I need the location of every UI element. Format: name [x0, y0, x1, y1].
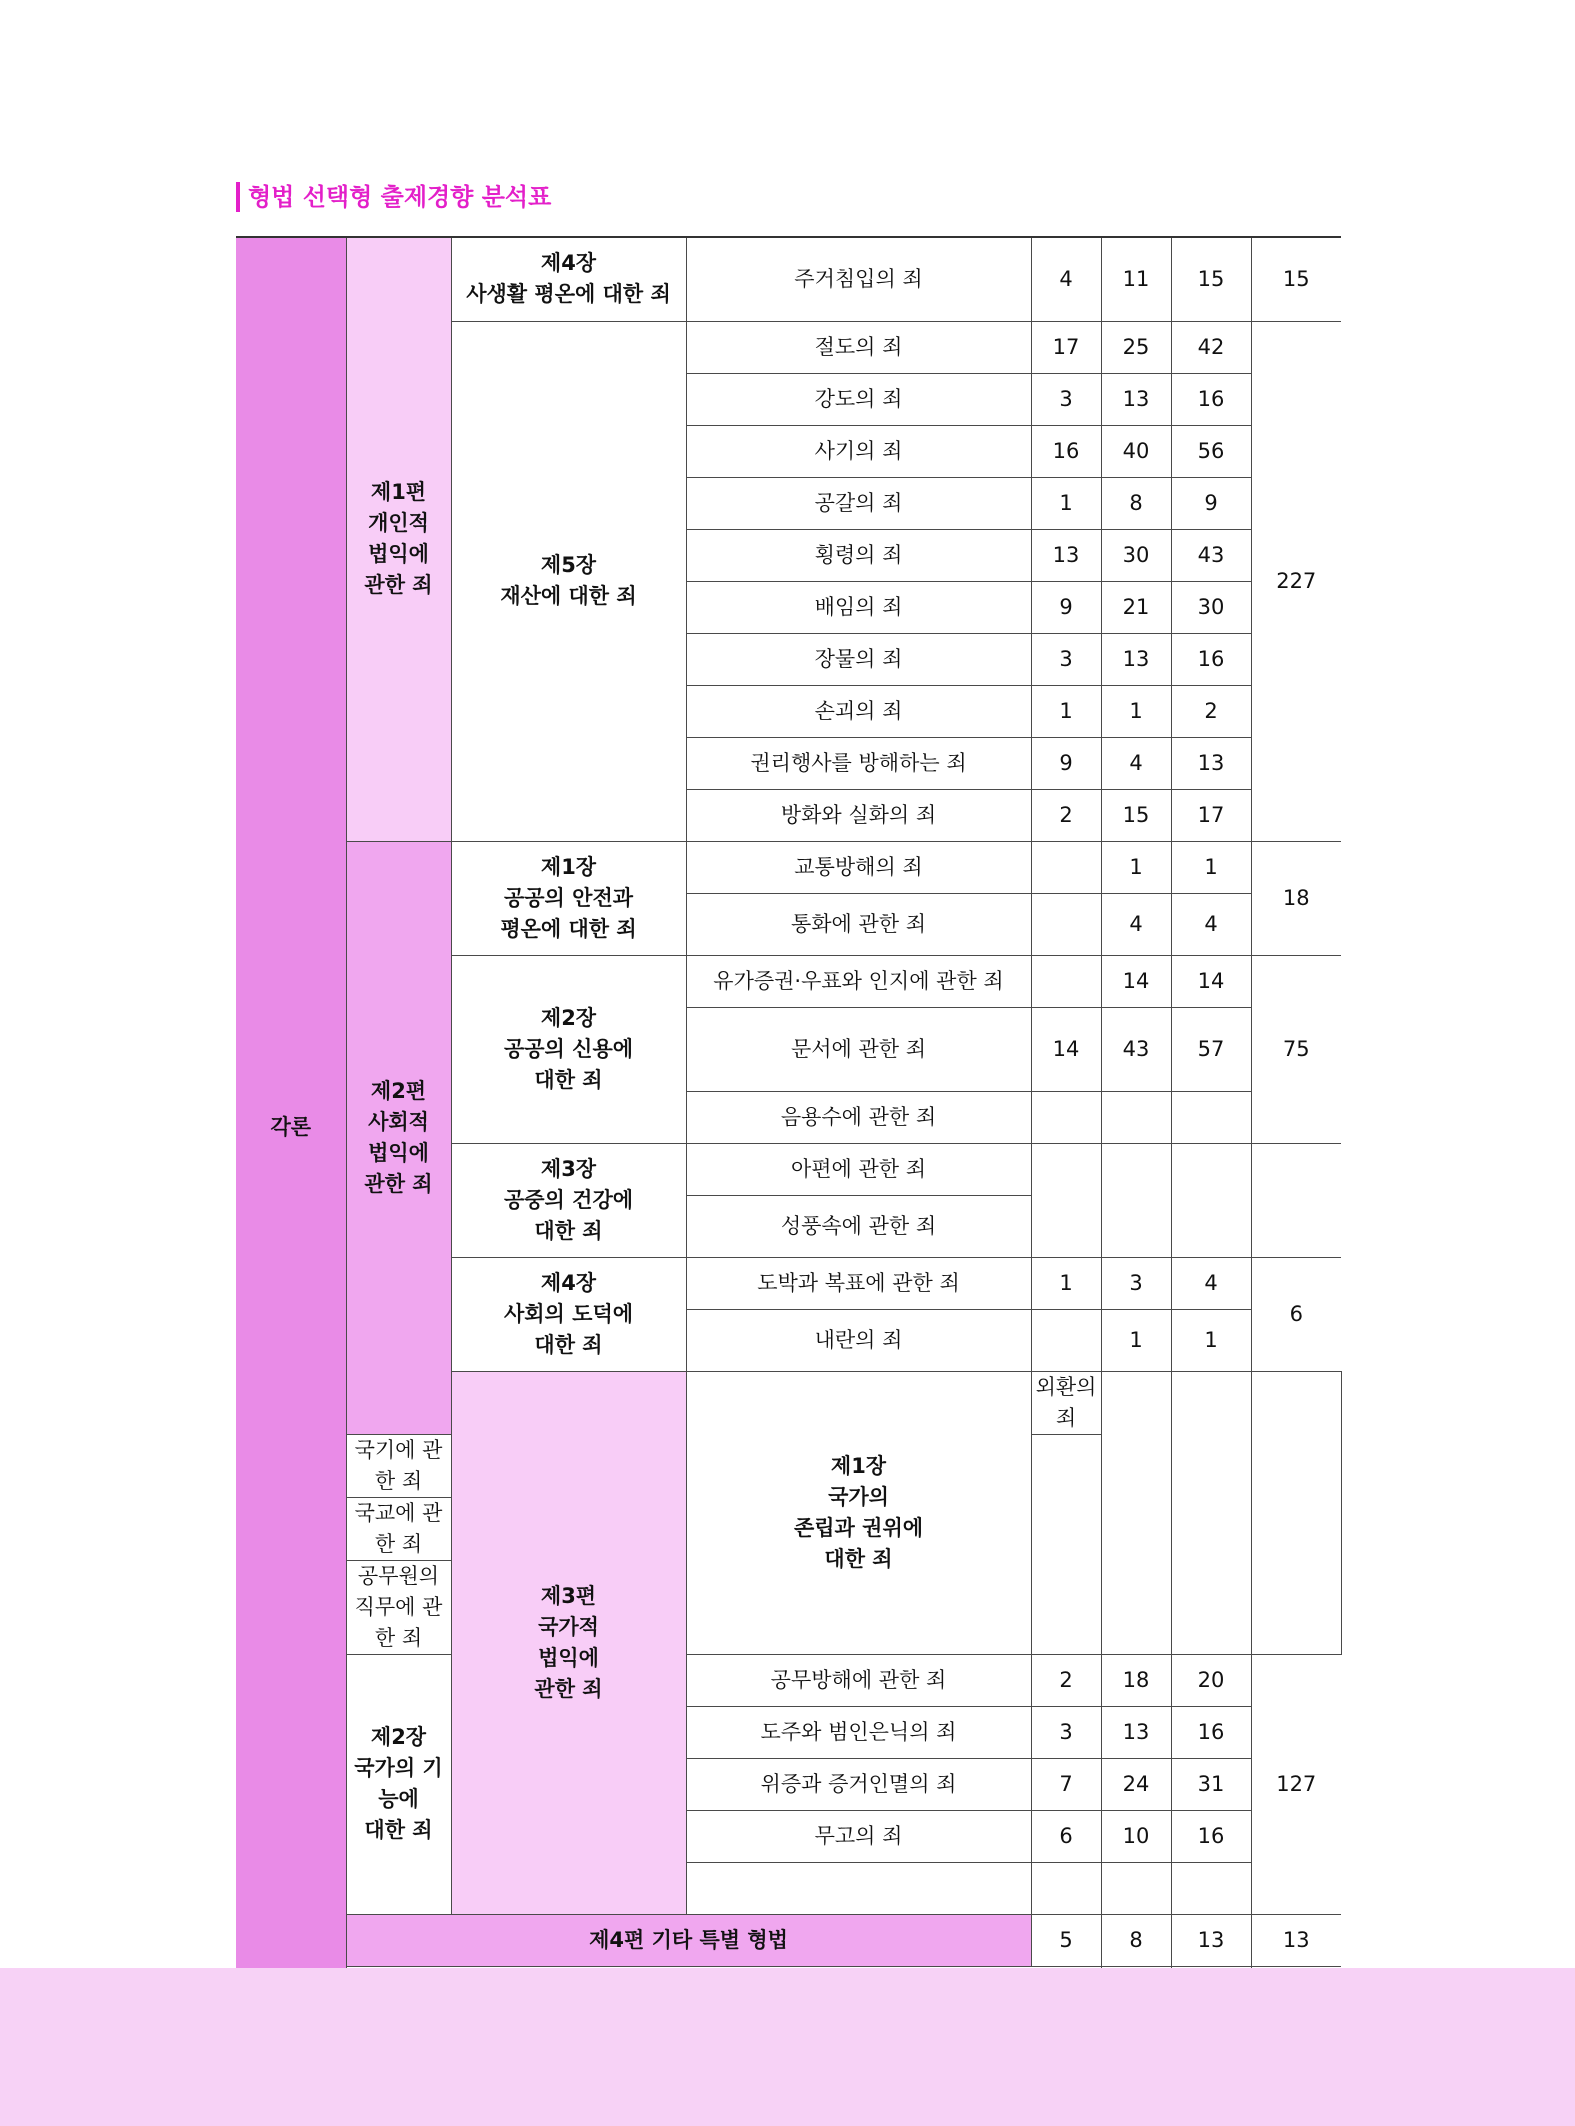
count-a-cell: 1 — [1031, 477, 1101, 529]
sum-cell — [1171, 1862, 1251, 1914]
sum-cell — [1171, 1143, 1251, 1257]
sum-cell: 2 — [1171, 685, 1251, 737]
count-b-cell: 14 — [1101, 955, 1171, 1007]
count-a-cell: 3 — [1031, 633, 1101, 685]
chapter-label: 제2장 공공의 신용에 대한 죄 — [503, 1005, 634, 1092]
chapter-label: 제4장 사생활 평온에 대한 죄 — [466, 251, 671, 307]
chapter-label: 제1장 공공의 안전과 평온에 대한 죄 — [500, 854, 637, 941]
sum-cell: 16 — [1171, 1706, 1251, 1758]
count-a-cell: 9 — [1031, 581, 1101, 633]
part-1-label: 제1편 개인적 법익에 관한 죄 — [364, 480, 433, 598]
crime-cell: 위증과 증거인멸의 죄 — [686, 1758, 1031, 1810]
crime-cell: 손괴의 죄 — [686, 685, 1031, 737]
sum-cell: 20 — [1171, 1654, 1251, 1706]
count-a-cell — [1031, 1309, 1101, 1371]
count-a-cell: 1 — [1031, 1257, 1101, 1309]
crime-cell: 통화에 관한 죄 — [686, 893, 1031, 955]
count-a-cell: 7 — [1031, 1758, 1101, 1810]
sum-cell: 1 — [1171, 841, 1251, 893]
count-a-cell: 4 — [1031, 237, 1101, 321]
count-b-cell: 40 — [1101, 425, 1171, 477]
chapter-cell — [451, 1143, 686, 1257]
count-b-cell: 8 — [1101, 477, 1171, 529]
crime-cell: 장물의 죄 — [686, 633, 1031, 685]
count-a-cell: 13 — [1031, 529, 1101, 581]
crime-cell: 주거침입의 죄 — [686, 237, 1031, 321]
chapter-label: 제3장 공중의 건강에 대한 죄 — [503, 1156, 634, 1243]
count-a-cell — [1031, 841, 1101, 893]
sum-cell: 56 — [1171, 425, 1251, 477]
crime-cell: 국교에 관한 죄 — [346, 1497, 451, 1560]
crime-cell: 아편에 관한 죄 — [686, 1143, 1031, 1195]
count-a-cell — [1031, 893, 1101, 955]
part-2-label: 제2편 사회적 법익에 관한 죄 — [364, 1078, 433, 1196]
chapter-cell — [451, 955, 686, 1143]
count-a-cell — [1031, 955, 1101, 1007]
sum-cell: 30 — [1171, 581, 1251, 633]
crime-cell — [686, 1007, 1031, 1091]
crime-cell: 방화와 실화의 죄 — [686, 789, 1031, 841]
count-b-cell: 11 — [1101, 237, 1171, 321]
chapter-label: 제2장 국가의 기능에 대한 죄 — [354, 1725, 443, 1842]
chapter-cell — [451, 841, 686, 955]
sum-cell: 14 — [1171, 955, 1251, 1007]
part-2-cell — [346, 841, 451, 1434]
sum-cell: 16 — [1171, 1810, 1251, 1862]
sum-cell: 43 — [1171, 529, 1251, 581]
count-a-cell: 1 — [1031, 685, 1101, 737]
count-b-cell: 1 — [1101, 1309, 1171, 1371]
part-3-cell — [451, 1371, 686, 1914]
count-b-cell: 24 — [1101, 1758, 1171, 1810]
part-3-label: 제3편 국가적 법익에 관한 죄 — [534, 1583, 603, 1701]
count-b-cell: 25 — [1101, 321, 1171, 373]
crime-cell: 교통방해의 죄 — [686, 841, 1031, 893]
chapter-cell — [451, 1257, 686, 1371]
count-b-cell: 13 — [1101, 633, 1171, 685]
special-total-cell: 13 — [1251, 1914, 1341, 1966]
count-b-cell: 18 — [1101, 1654, 1171, 1706]
chapter-total-cell: 15 — [1251, 237, 1341, 321]
chapter-label: 제1장 국가의 존립과 권위에 대한 죄 — [793, 1453, 924, 1571]
crime-cell: 음용수에 관한 죄 — [686, 1091, 1031, 1143]
sum-cell: 15 — [1171, 237, 1251, 321]
count-a-cell: 17 — [1031, 321, 1101, 373]
crime-cell: 내란의 죄 — [686, 1309, 1031, 1371]
chapter-total-cell: 127 — [1251, 1654, 1341, 1914]
sum-cell: 57 — [1171, 1007, 1251, 1091]
crime-cell: 배임의 죄 — [686, 581, 1031, 633]
count-a-cell: 16 — [1031, 425, 1101, 477]
count-b-cell — [1101, 1143, 1171, 1257]
crime-cell: 유가증권·우표와 인지에 관한 죄 — [686, 955, 1031, 1007]
count-a-cell: 2 — [1031, 1654, 1101, 1706]
footer-band — [0, 1968, 1575, 2126]
count-b-cell: 3 — [1101, 1257, 1171, 1309]
crime-cell: 국기에 관한 죄 — [346, 1434, 451, 1497]
sum-cell: 16 — [1171, 633, 1251, 685]
count-b-cell: 4 — [1101, 737, 1171, 789]
sum-cell: 4 — [1171, 893, 1251, 955]
crime-cell: 공무원의 직무에 관한 죄 — [346, 1560, 451, 1654]
chapter-label: 제4장 사회의 도덕에 대한 죄 — [503, 1270, 634, 1357]
sum-cell: 4 — [1171, 1257, 1251, 1309]
chapter-cell — [346, 1654, 451, 1914]
chapter-total-cell: 227 — [1251, 321, 1341, 841]
count-b-cell: 21 — [1101, 581, 1171, 633]
count-b-cell — [1101, 1091, 1171, 1143]
count-b-cell — [1101, 1862, 1171, 1914]
count-a-cell: 14 — [1031, 1007, 1101, 1091]
crime-cell: 강도의 죄 — [686, 373, 1031, 425]
count-a-cell: 3 — [1031, 373, 1101, 425]
crime-cell: 횡령의 죄 — [686, 529, 1031, 581]
sum-cell: 9 — [1171, 477, 1251, 529]
crime-cell: 사기의 죄 — [686, 425, 1031, 477]
count-a-cell — [1031, 1143, 1101, 1257]
part-1-cell — [346, 237, 451, 841]
count-b-cell: 30 — [1101, 529, 1171, 581]
count-a-cell: 2 — [1031, 789, 1101, 841]
crime-cell: 공무방해에 관한 죄 — [686, 1654, 1031, 1706]
special-count-b-cell: 8 — [1101, 1914, 1171, 1966]
chapter-cell — [451, 321, 686, 841]
chapter-cell — [451, 237, 686, 321]
crime-cell — [686, 1862, 1031, 1914]
main-category-cell: 각론 — [236, 237, 346, 2018]
count-b-cell: 4 — [1101, 893, 1171, 955]
chapter-total-cell: 18 — [1251, 841, 1341, 955]
count-a-cell: 9 — [1031, 737, 1101, 789]
crime-label: 문서에 관한 죄 — [790, 1036, 927, 1061]
count-b-cell: 10 — [1101, 1810, 1171, 1862]
crime-cell: 도박과 복표에 관한 죄 — [686, 1257, 1031, 1309]
chapter-total-cell: 75 — [1251, 955, 1341, 1143]
count-b-cell: 13 — [1101, 373, 1171, 425]
crime-cell: 성풍속에 관한 죄 — [686, 1195, 1031, 1257]
sum-cell: 42 — [1171, 321, 1251, 373]
count-a-cell: 6 — [1031, 1810, 1101, 1862]
sum-cell — [1171, 1091, 1251, 1143]
sum-cell: 16 — [1171, 373, 1251, 425]
chapter-label: 제5장 재산에 대한 죄 — [500, 553, 637, 608]
count-b-cell: 13 — [1101, 1706, 1171, 1758]
page-heading: 형법 선택형 출제경향 분석표 — [236, 182, 551, 212]
crime-cell: 외환의 죄 — [1031, 1371, 1101, 1434]
count-b-cell — [1171, 1371, 1251, 1654]
count-b-cell: 1 — [1101, 685, 1171, 737]
crime-cell: 절도의 죄 — [686, 321, 1031, 373]
count-b-cell: 1 — [1101, 841, 1171, 893]
sum-cell — [1251, 1371, 1341, 1654]
chapter-total-cell: 6 — [1251, 1257, 1341, 1371]
count-a-cell: 3 — [1031, 1706, 1101, 1758]
count-a-cell — [1031, 1862, 1101, 1914]
count-a-cell — [1101, 1371, 1171, 1654]
analysis-table — [236, 236, 1341, 2019]
sum-cell: 13 — [1171, 737, 1251, 789]
special-sum-cell: 13 — [1171, 1914, 1251, 1966]
chapter-total-cell — [1251, 1143, 1341, 1257]
sum-cell: 1 — [1171, 1309, 1251, 1371]
crime-cell: 도주와 범인은닉의 죄 — [686, 1706, 1031, 1758]
special-count-a-cell: 5 — [1031, 1914, 1101, 1966]
count-b-cell: 43 — [1101, 1007, 1171, 1091]
crime-cell: 권리행사를 방해하는 죄 — [686, 737, 1031, 789]
chapter-cell — [686, 1371, 1031, 1654]
count-b-cell: 15 — [1101, 789, 1171, 841]
count-a-cell — [1031, 1091, 1101, 1143]
special-law-label-cell: 제4편 기타 특별 형법 — [346, 1914, 1031, 1966]
sum-cell: 17 — [1171, 789, 1251, 841]
crime-cell: 공갈의 죄 — [686, 477, 1031, 529]
crime-cell: 무고의 죄 — [686, 1810, 1031, 1862]
sum-cell: 31 — [1171, 1758, 1251, 1810]
